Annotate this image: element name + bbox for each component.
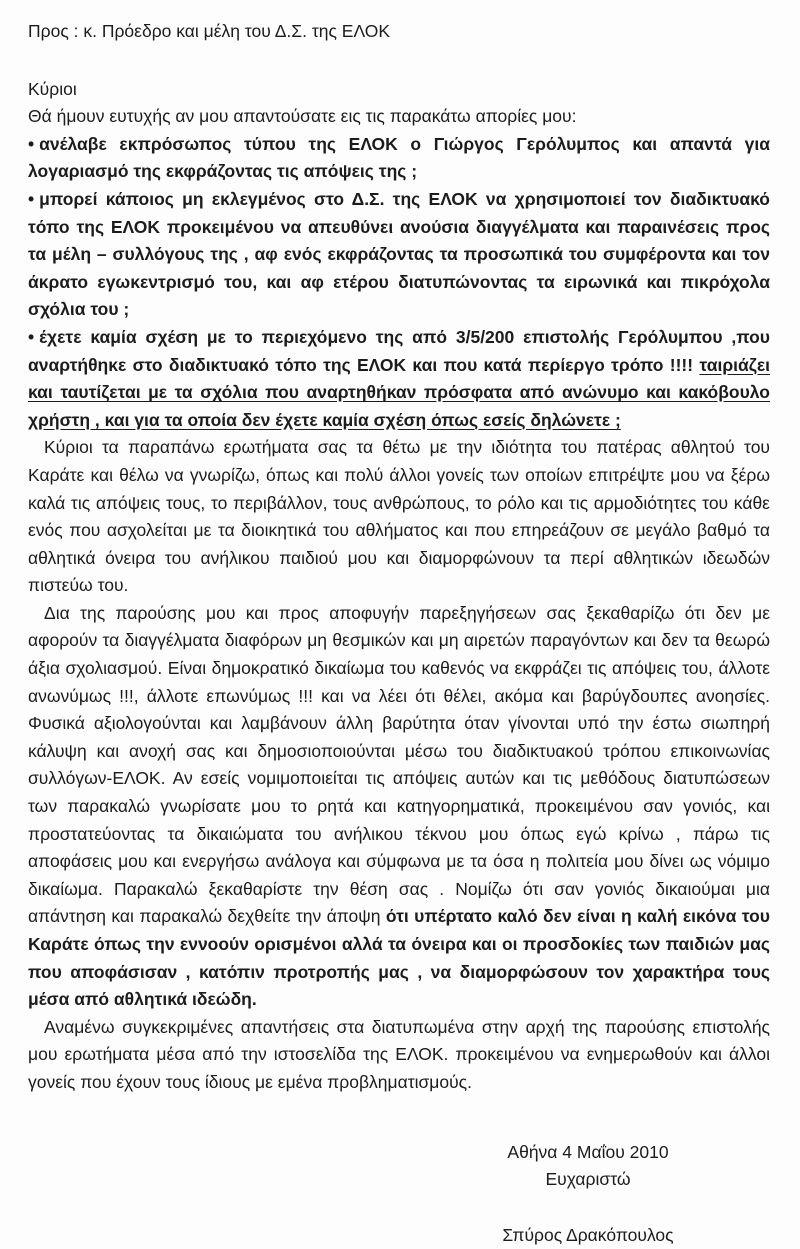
paragraph-expectation: Αναμένω συγκεκριμένες απαντήσεις στα διατυπωμένα στην αρχή της παρούσης επιστολής μου ερωτήματα μέσα από την ιστοσελίδα της ΕΛΟΚ. προκειμένου να ενημερωθούν και άλλοι γονείς που έχουν τους ίδιους με εμένα προβληματισμούς. (28, 1016, 770, 1092)
paragraph-clarification-bold: ότι υπέρτατο καλό δεν είναι η καλή εικόνα του Καράτε όπως την εννοούν ορισμένοι αλλά τα όνειρα και οι προσδοκίες των παιδιών μας που αποφάσισαν , κατόπιν προτροπής μας , να διαμορφώσουν τον χαρακτήρα τους μέσα από αθλητικά ιδεώδη. (28, 906, 770, 1010)
signature-name: Σπύρος Δρακόπουλος (502, 1224, 674, 1245)
question-2-text: μπορεί κάποιος μη εκλεγμένος στο Δ.Σ. της ΕΛΟΚ να χρησιμοποιεί τον διαδικτυακό τόπο της ΕΛΟΚ προκειμένου να απευθύνει ανούσια διαγγέλματα και παραινέσεις προς τα μέλη – συλλόγους της , αφ ενός εκφράζοντας τα προσωπικά του συμφέροντα και τον άκρατο εγωκεντρισμό του, και αφ ετέρου διατυπώνοντας τα ειρωνικά και πικρόχολα σχόλια του ; (28, 188, 770, 320)
question-bullet-2 (28, 186, 770, 324)
salutation: Κύριοι (28, 78, 77, 99)
closing-block (428, 1139, 748, 1249)
question-3-underlined-text: ταιριάζει και ταυτίζεται με τα σχόλια που αναρτηθήκαν πρόσφατα από ανώνυμο και κακόβουλο χρήστη , και για τα οποία δεν έχετε καμία σχέση όπως εσείς δηλώνετε ; (28, 354, 770, 430)
question-3-text: έχετε καμία σχέση με το περιεχόμενο της από 3/5/200 επιστολής Γερόλυμπου ,που αναρτήθηκε στο διαδικτυακό τόπο της ΕΛΟΚ και που κατά περίεργο τρόπο !!!! (28, 326, 770, 375)
intro-line: Θά ήμουν ευτυχής αν μου απαντούσατε εις τις παρακάτω απορίες μου: (28, 106, 577, 127)
bullet-icon: • (28, 133, 35, 154)
thanks-line: Ευχαριστώ (545, 1169, 631, 1190)
paragraph-identity: Κύριοι τα παραπάνω ερωτήματα σας τα θέτω με την ιδιότητα του πατέρας αθλητού του Καράτε και θέλω να γνωρίζω, όπως και πολύ άλλοι γονείς των οποίων επιτρέψτε μου να ξέρω καλά τις απόψεις τους, το περιβάλλον, τους ανθρώπους, το ρόλο και τις αρμοδιότητες του κάθε ενός που ασχολείται με τα διοικητικά του αθλήματος και που επηρεάζουν σε μεγάλο βαθμό τα αθλητικά όνειρα του ανήλικου παιδιού μου και διαμορφώνουν τα περί αθλητικών ιδεωδών πιστεύω του. (28, 437, 770, 596)
bullet-icon: • (28, 188, 35, 209)
question-bullet-3 (28, 324, 770, 434)
bullet-icon: • (28, 326, 35, 347)
paragraph-clarification-regular: Δια της παρούσης μου και προς αποφυγήν παρεξηγήσεων σας ξεκαθαρίζω ότι δεν με αφορούν τα διαγγέλματα διαφόρων μη θεσμικών και μη αιρετών παραγόντων και δεν τα θεωρώ άξια σχολιασμού. Είναι δημοκρατικό δικαίωμα του καθενός να εκφράζει τις απόψεις του, άλλοτε ανωνύμως !!!, άλλοτε επωνύμως !!! και να λέει ότι θέλει, ακόμα και βαρύγδουπες ανοησίες. Φυσικά αξιολογούνται και λαμβάνουν άλλη βαρύτητα όταν γίνονται υπό την έστω σιωπηρή κάλυψη και ανοχή σας και δημοσιοποιούνται μέσω του διαδικτυακού τρόπου επικοινωνίας συλλόγων-ΕΛΟΚ. Αν εσείς νομιμοποιείται τις απόψεις αυτών και τις μεθόδους διατυπώσεων των παρακαλώ γνωρίσατε μου το ρητά και κατηγορηματικά, προκειμένου σαν γονιός, και προστατεύοντας τα δικαιώματα του ανήλικου τέκνου μου όπως εγώ κρίνω , πάρω τις αποφάσεις μου και ενεργήσω ανάλογα και σύμφωνα με τα όσα η πολιτεία μου δίνει ως νόμιμο δικαίωμα. Παρακαλώ ξεκαθαρίστε την θέση σας . Νομίζω ότι σαν γονιός δικαιούμαι μια απάντηση και παρακαλώ δεχθείτε την άποψη (28, 602, 770, 927)
question-bullet-1 (28, 131, 770, 186)
paragraph-clarification (28, 600, 770, 1014)
question-1-text: ανέλαβε εκπρόσωπος τύπου της ΕΛΟΚ ο Γιώργος Γερόλυμπος και απαντά για λογαριασμό της εκφράζοντας τις απόψεις της ; (28, 133, 770, 182)
recipient-line: Προς : κ. Πρόεδρο και μέλη του Δ.Σ. της ΕΛΟΚ (28, 21, 391, 41)
date-line: Αθήνα 4 Μαΐου 2010 (507, 1141, 669, 1162)
